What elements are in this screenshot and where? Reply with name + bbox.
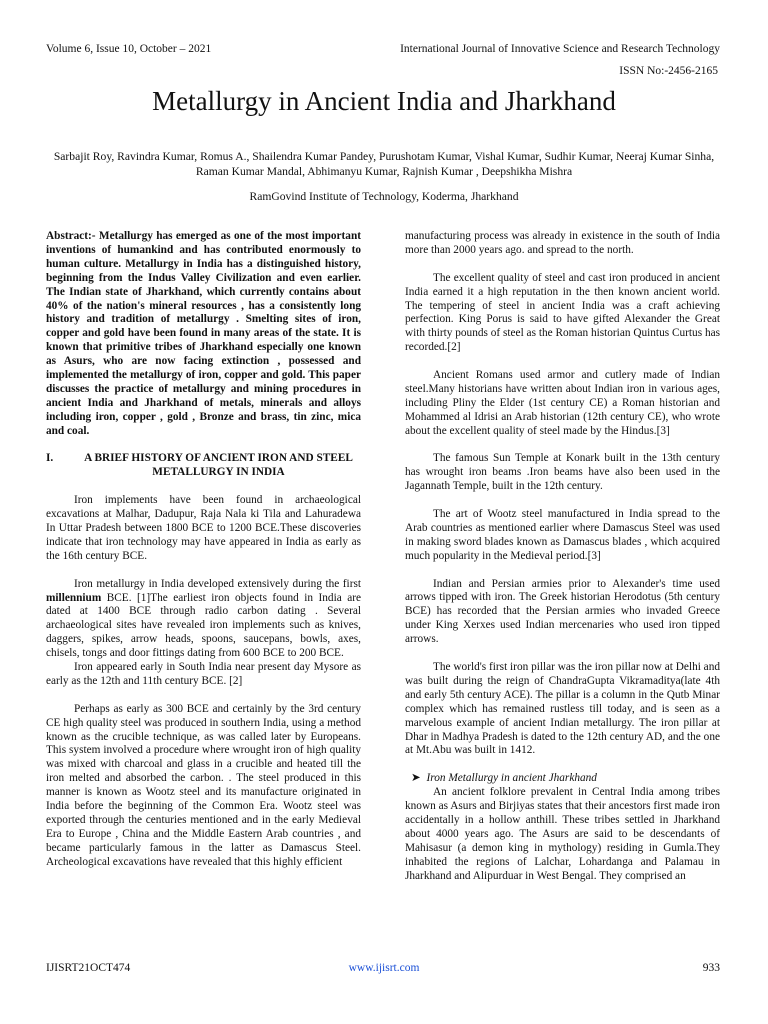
paragraph <box>46 578 361 661</box>
subsection-heading <box>405 772 720 786</box>
paragraph-text: BCE. [1]The earliest iron objects found in India are dated at 1400 BCE through radio carbon dating . Several archaeological sites have revealed iron implements such as knives, daggers, spikes, arrow heads, spoons, saucepans, bowls, axes, chisels, tongs and door fittings dating from 600 BCE to 200 BCE. <box>46 591 361 660</box>
paper-title: Metallurgy in Ancient India and Jharkhand <box>152 86 616 116</box>
subsection-title: Iron Metallurgy in ancient Jharkhand <box>426 772 597 785</box>
page-number: 933 <box>702 962 720 974</box>
section-heading <box>46 452 361 480</box>
paragraph: The famous Sun Temple at Konark built in the 13th century has wrought iron beams .Iron beams have also been used in the Jagannath Temple, built in the 12th century. <box>405 452 720 493</box>
section-number: I. <box>46 452 54 465</box>
arrow-bullet-icon: ➤ <box>411 772 421 785</box>
author-list: Sarbajit Roy, Ravindra Kumar, Romus A., Shailendra Kumar Pandey, Purushotam Kumar, Vishal Kumar, Sudhir Kumar, Neeraj Kumar Sinha, Raman Kumar Mandal, Abhimanyu Kumar, Rajnish Kumar , Deepshikha Mishra <box>53 150 715 178</box>
paragraph: Indian and Persian armies prior to Alexander's time used arrows tipped with iron. The Greek historian Herodotus (5th century BCE) has recorded that the Persian armies who invaded Greece under King Xerxes used Indian mercenaries who used iron tipped arrows. <box>405 577 720 646</box>
paragraph: The excellent quality of steel and cast iron produced in ancient India earned it a high reputation in the then known ancient world. The tempering of steel in ancient India was a craft achieving perfection. King Porus is said to have gifted Alexander the Great with thirty pounds of steel as the Roman historian Quintus Curtus has recorded.[2] <box>405 271 720 354</box>
footer-id: IJISRT21OCT474 <box>46 962 131 974</box>
header-journal: International Journal of Innovative Science and Research Technology <box>400 43 720 55</box>
paragraph: manufacturing process was already in existence in the south of India more than 2000 years ago. and spread to the north. <box>405 230 720 256</box>
paragraph: Iron implements have been found in archaeological excavations at Malhar, Dadupur, Raja Nala ki Tila and Lahuradewa In Uttar Pradesh between 1800 BCE to 1200 BCE.These discoveries indicate that iron technology may have appeared in India as early as the 16th century BCE. <box>46 494 361 562</box>
header-issn: ISSN No:-2456-2165 <box>619 65 718 77</box>
bold-term: millennium <box>46 591 102 604</box>
right-column <box>405 230 720 897</box>
paragraph: Iron appeared early in South India near present day Mysore as early as the 12th and 11th century BCE. [2] <box>46 661 361 687</box>
paragraph: An ancient folklore prevalent in Central India among tribes known as Asurs and Birjiyas states that their ancestors first made iron accidentally in a hollow anthill. These tribes settled in Jharkhand about 4000 years ago. The Asurs are said to be descendants of Mahisasur (a demon king in mythology) residing in Gumla.They inhabited the regions of Lalchar, Lohardanga and Palamau in Jharkhand and Alipurduar in West Bengal. They comprised an <box>405 786 720 882</box>
abstract: Abstract:- Metallurgy has emerged as one of the most important inventions of humankind and has contributed enormously to human culture. Metallurgy in India has a distinguished history, beginning from the Indus Valley Civilization and even earlier. The Indian state of Jharkhand, which currently contains about 40% of the nation's mineral resources , has a consistently long history and tradition of metallurgy . Smelting sites of iron, copper and gold have been found in many areas of the state. It is known that primitive tribes of Jharkhand especially one known as Asurs, who are now facing extinction , possessed and implemented the metallurgy of iron, copper and gold. This paper discusses the practice of metallurgy and mining procedures in ancient India and Jharkhand of metals, minerals and alloys including iron, copper , gold , Bronze and brass, tin zinc, mica and coal. <box>46 230 361 437</box>
paragraph: Ancient Romans used armor and cutlery made of Indian steel.Many historians have written about Indian iron in various ages, including Pliny the Elder (1st century CE) a Roman historian and Mohammed al Idrisi an Arab historian (12th century CE), who wrote about the excellent quality of steel made by the Hindus.[3] <box>405 369 720 437</box>
left-column <box>46 230 361 884</box>
paragraph: Perhaps as early as 300 BCE and certainly by the 3rd century CE high quality steel was produced in southern India, using a method known as the crucible technique, as was called later by Europeans. This system involved a procedure where wrought iron of high quality was mixed with charcoal and glass in a crucible and heated till the iron melted and absorbed the carbon. . The steel produced in this manner is known as Wootz steel and its manufacture originated in India before the beginning of the Common Era. Wootz steel was exported through the centuries mentioned and in the early Medieval Era to Europe , China and the Middle Eastern Arab countries , and became particularly famous in the latter as Damascus Steel. Archeological excavations have revealed that this highly efficient <box>46 702 361 868</box>
paragraph: The art of Wootz steel manufactured in India spread to the Arab countries as mentioned earlier where Damascus Steel was used in making sword blades known as Damascus blades , which acquired much popularity in the Medieval period.[3] <box>405 508 720 562</box>
section-title: A BRIEF HISTORY OF ANCIENT IRON AND STEEL METALLURGY IN INDIA <box>84 452 353 479</box>
affiliation: RamGovind Institute of Technology, Koderma, Jharkhand <box>249 190 519 203</box>
header-volume: Volume 6, Issue 10, October – 2021 <box>46 43 212 55</box>
footer-url-link[interactable]: www.ijisrt.com <box>348 962 420 974</box>
paragraph: The world's first iron pillar was the iron pillar now at Delhi and was built during the reign of ChandraGupta Vikramaditya(late 4th and early 5th century ACE). The pillar is a column in the Qutb Minar complex which has remained rustless till today, and is seen as a marvelous example of ancient Indian metallurgy. The iron pillar at Dhar in Madhya Pradesh is dated to the 12th century AD, and the one at Mt.Abu was built in 1412. <box>405 661 720 757</box>
paragraph-text: Iron metallurgy in India developed extensively during the first <box>74 577 361 590</box>
